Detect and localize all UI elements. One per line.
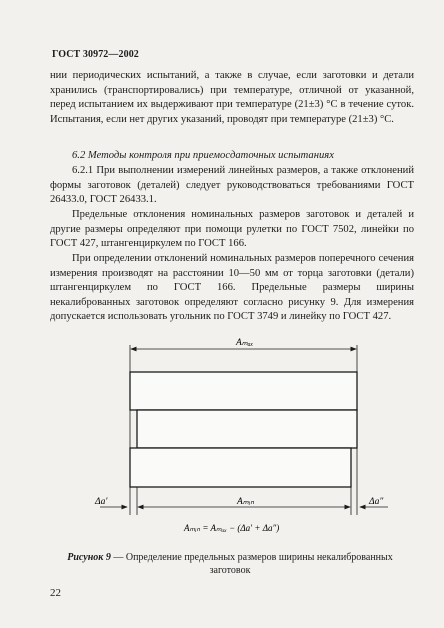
paragraph-measuring-tools: Предельные отклонения номинальных размеров заготовок и деталей и другие размеры определяют при помощи рулетки по ГОСТ 7502, линейки по ГОСТ 427, штангенциркулем по ГОСТ 166. xyxy=(50,209,414,250)
board-middle xyxy=(137,410,357,448)
standard-header: ГОСТ 30972—2002 xyxy=(52,49,139,60)
label-delta-a-double-prime: Δa″ xyxy=(369,497,384,507)
formula-amin: Aₘᵢₙ = Aₘₐₓ − (Δa′ + Δa″) xyxy=(184,523,280,533)
paragraph-cross-section: При определении отклонений номинальных размеров поперечного сечения измерения производят на расстоянии 10—50 мм от торца заготовки (детали) штангенциркулем по ГОСТ 166. Предельные размеры ширины некалиброванных заготовок определяют согласно рисунку 9. Для измерения допускается использовать угольник по ГОСТ 3749 и линейку по ГОСТ 427. xyxy=(50,253,414,323)
figure-caption xyxy=(60,551,400,577)
label-amin: Aₘᵢₙ xyxy=(237,497,255,507)
page-number: 22 xyxy=(50,587,61,599)
label-amax: Aₘₐₓ xyxy=(236,338,254,348)
caption-label: Рисунок 9 xyxy=(67,552,111,563)
paragraph-6-2-1: 6.2.1 При выполнении измерений линейных размеров, а также отклонений формы заготовок (деталей) следует руководствоваться требованиями ГОСТ 26433.0, ГОСТ 26433.1. xyxy=(50,165,414,206)
label-delta-a-prime: Δa′ xyxy=(95,497,108,507)
board-top xyxy=(130,372,357,410)
board-bottom xyxy=(130,448,351,487)
section-title: 6.2 Методы контроля при приемосдаточных испытаниях xyxy=(72,150,334,161)
figure-9-diagram xyxy=(0,330,444,550)
paragraph-continuation: нии периодических испытаний, а также в случае, если заготовки и детали хранились (транспортировались) при температуре, отличной от указанной, перед испытанием их выдерживают при температуре (21±3) °С в течение суток. Испытания, если нет других указаний, проводят при температуре (21±3) °С. xyxy=(50,70,414,125)
caption-text: — Определение предельных размеров ширины некалиброванных заготовок xyxy=(110,552,393,576)
